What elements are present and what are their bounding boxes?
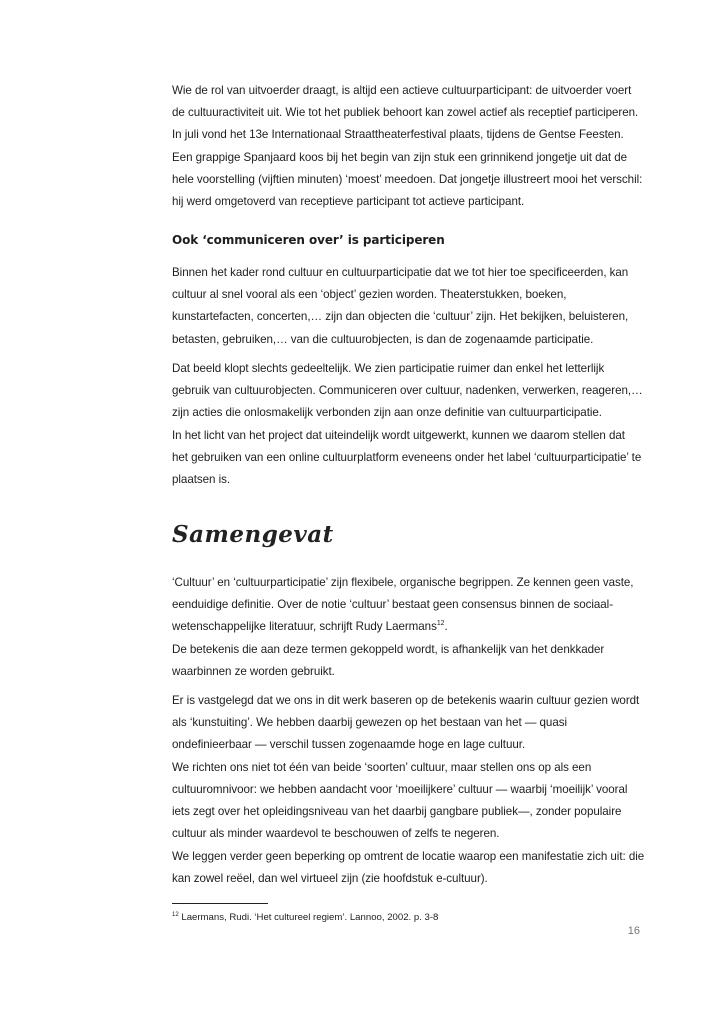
- text-line: Binnen het kader rond cultuur en cultuurparticipatie dat we tot hier toe specificeerden, kan: [172, 266, 629, 279]
- text-line: plaatsen is.: [172, 473, 231, 487]
- participation-paragraph-2: [172, 358, 643, 491]
- text-line: betasten, gebruiken,… van die cultuurobjecten, is dan de zogenaamde participatie.: [172, 332, 594, 346]
- text-line: als ‘kunstuiting’. We hebben daarbij gewezen op het bestaan van het — quasi: [172, 716, 567, 730]
- text-line: cultuur als minder waardevol te beschouwen of zelfs te negeren.: [172, 827, 500, 841]
- text-line: wetenschappelijke literatuur, schrijft Rudy Laermans$^{12}$.: [172, 620, 448, 634]
- text-line: hij werd omgetoverd van receptieve participant tot actieve participant.: [172, 195, 525, 209]
- footnote-divider: [172, 903, 268, 904]
- section-title: Samengevat: [172, 521, 334, 548]
- text-line: eenduidige definitie. Over de notie ‘cultuur’ bestaat geen consensus binnen de sociaal-: [172, 598, 614, 612]
- page-number: 16: [627, 925, 640, 937]
- text-line: Een grappige Spanjaard koos bij het begin van zijn stuk een grinnikend jongetje uit dat de: [172, 150, 628, 164]
- text-line: Er is vastgelegd dat we ons in dit werk baseren op de betekenis waarin cultuur gezien wordt: [172, 694, 640, 707]
- footnote-text: Laermans, Rudi. ‘Het cultureel regiem’. Lannoo, 2002. p. 3-8: [178, 912, 439, 923]
- text-line: iets zegt over het opleidingsniveau van het daarbij gangbare publiek—, zonder populaire: [172, 805, 622, 819]
- summary-paragraph-2: [172, 690, 639, 845]
- text-line: We leggen verder geen beperking op omtrent de locatie waarop een manifestatie zich uit: die: [172, 850, 645, 863]
- text-line: zijn acties die onlosmakelijk verbonden zijn aan onze definitie van cultuurparticipatie.: [172, 406, 602, 420]
- text-line: In het licht van het project dat uiteindelijk wordt uitgewerkt, kunnen we daarom stellen dat: [172, 428, 625, 442]
- subheading: Ook ‘communiceren over’ is participeren: [172, 233, 445, 247]
- text-line: kunstartefacten, concerten,… zijn dan objecten die ‘cultuur’ zijn. Het bekijken, beluisteren,: [172, 310, 629, 324]
- text-line: de cultuuractiviteit uit. Wie tot het publiek behoort kan zowel actief als receptief participeren.: [172, 106, 639, 120]
- text-line: ondefinieerbaar — verschil tussen zogenaamde hoge en lage cultuur.: [172, 738, 526, 752]
- summary-paragraph-1: [172, 572, 633, 683]
- text-line: cultuuromnivoor: we hebben aandacht voor ‘moeilijkere’ cultuur — waarbij ‘moeilijk’ vooral: [172, 782, 628, 796]
- text-line: waarbinnen ze worden gebruikt.: [172, 664, 335, 678]
- text-line: het gebruiken van een online cultuurplatform eveneens onder het label ‘cultuurparticipatie’ te: [172, 450, 642, 464]
- text-line: Dat beeld klopt slechts gedeeltelijk. We zien participatie ruimer dan enkel het letterlijk: [172, 362, 605, 375]
- text-line: Wie de rol van uitvoerder draagt, is altijd een actieve cultuurparticipant: de uitvoerder voert: [172, 84, 632, 97]
- text-line: kan zowel reëel, dan wel virtueel zijn (zie hoofdstuk e-cultuur).: [172, 872, 488, 886]
- intro-paragraph: [172, 80, 642, 213]
- text-line: De betekenis die aan deze termen gekoppeld wordt, is afhankelijk van het denkkader: [172, 642, 605, 656]
- text-line: ‘Cultuur’ en ‘cultuurparticipatie’ zijn flexibele, organische begrippen. Ze kennen geen vaste,: [172, 576, 634, 589]
- text-line: gebruik van cultuurobjecten. Communiceren over cultuur, nadenken, verwerken, reageren,…: [172, 384, 643, 398]
- participation-paragraph-1: [172, 262, 628, 351]
- text-line: cultuur al snel vooral als een ‘object’ gezien worden. Theaterstukken, boeken,: [172, 288, 567, 302]
- summary-paragraph-3: [172, 846, 644, 890]
- footnote: [172, 911, 438, 925]
- text-line: In juli vond het 13e Internationaal Straattheaterfestival plaats, tijdens de Gentse Feesten.: [172, 128, 624, 142]
- text-line: hele voorstelling (vijftien minuten) ‘moest’ meedoen. Dat jongetje illustreert mooi het verschil:: [172, 172, 643, 186]
- footnote-reference: 12: [436, 620, 445, 628]
- footnote-marker: 12: [172, 912, 179, 918]
- text-line: We richten ons niet tot één van beide ‘soorten’ cultuur, maar stellen ons op als een: [172, 760, 592, 774]
